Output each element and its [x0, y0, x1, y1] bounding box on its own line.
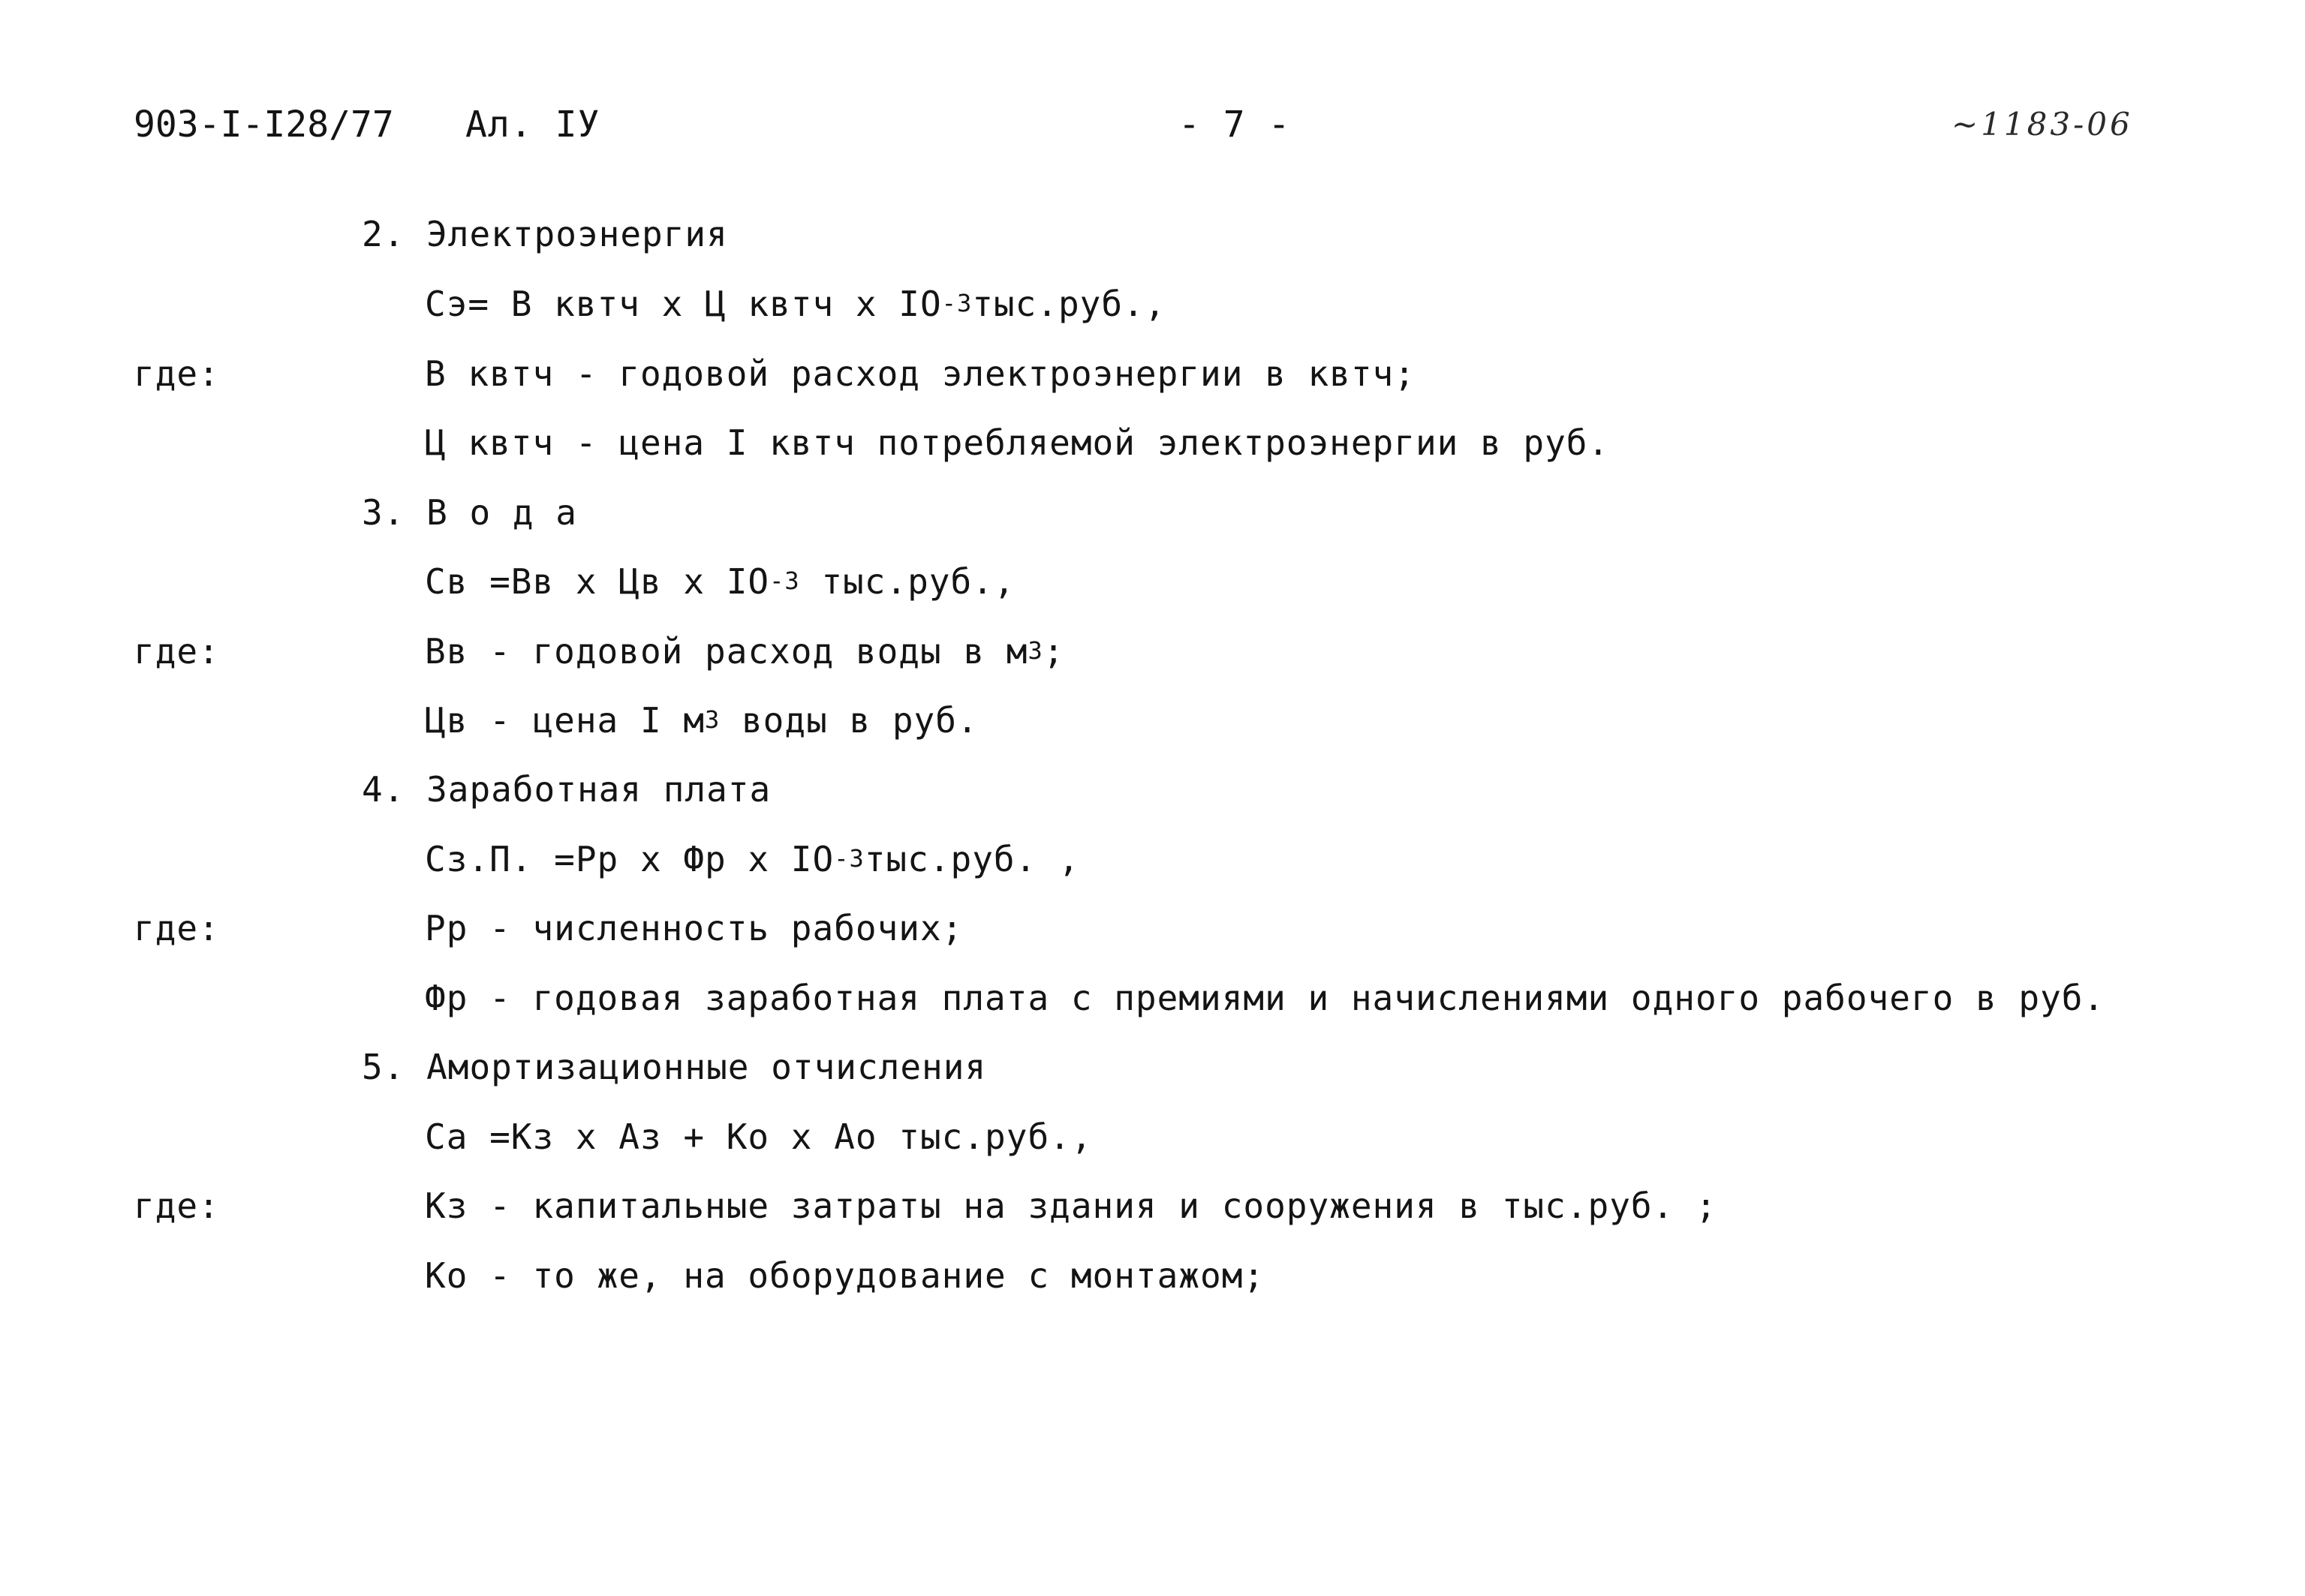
definition-electricity-price: Ц квтч - цена I квтч потребляемой электроэнергии в руб.: [425, 422, 1610, 463]
section-heading-electricity: 2. Электроэнергия: [362, 214, 728, 254]
definition-electricity-consumption: В квтч - годовой расход электроэнергии в квтч;: [425, 353, 1416, 394]
page-number: - 7 -: [1178, 104, 1291, 146]
formula-electricity-main: Сэ= В квтч х Ц квтч х IO: [425, 284, 942, 324]
definition-water-price-text: Цв - цена I м: [425, 700, 706, 741]
formula-depreciation: Са =Кз х Аз + Ко х Ао тыс.руб.,: [425, 1117, 1093, 1157]
definition-buildings-capex: Кз - капитальные затраты на здания и сооружения в тыс.руб. ;: [425, 1186, 1717, 1226]
formula-wages: [425, 837, 1080, 885]
definition-equipment-capex: Ко - то же, на оборудование с монтажом;: [425, 1255, 1265, 1296]
where-label-electricity: где:: [134, 353, 220, 394]
section-heading-depreciation: 5. Амортизационные отчисления: [362, 1047, 987, 1087]
section-heading-wages: 4. Заработная плата: [362, 769, 772, 810]
formula-electricity-unit: тыс.руб.,: [972, 284, 1166, 324]
cubic-exponent: 3: [1028, 636, 1043, 665]
formula-wages-exponent: -3: [834, 844, 865, 873]
formula-wages-unit: тыс.руб. ,: [864, 839, 1080, 879]
document-code: 903-I-I28/77: [134, 104, 394, 146]
where-label-water: где:: [134, 631, 220, 672]
handwritten-inventory-mark: ~1183-06: [1951, 106, 2133, 143]
formula-water: [425, 559, 1016, 608]
section-heading-water: 3. В о д а: [362, 492, 577, 533]
formula-water-main: Св =Вв х Цв х IO: [425, 561, 770, 602]
definition-annual-wage: Фр - годовая заработная плата с премиями и начислениями одного рабочего в руб.: [425, 978, 2105, 1018]
definition-water-price-tail: воды в руб.: [720, 700, 979, 741]
formula-wages-main: Сз.П. =Рр х Фр х IO: [425, 839, 835, 879]
definition-water-consumption-text: Вв - годовой расход воды в м: [425, 631, 1028, 672]
definition-water-price: [425, 698, 979, 747]
definition-workers-count: Рр - численность рабочих;: [425, 908, 964, 948]
cubic-exponent: 3: [705, 705, 721, 734]
where-label-depreciation: где:: [134, 1186, 220, 1226]
formula-electricity-exponent: -3: [941, 289, 973, 317]
formula-water-unit: тыс.руб.,: [799, 561, 1016, 602]
definition-water-consumption: [425, 629, 1064, 678]
formula-electricity: [425, 281, 1166, 330]
formula-water-exponent: -3: [769, 567, 800, 595]
where-label-wages: где:: [134, 908, 220, 948]
album-number: Ал. IУ: [465, 104, 600, 146]
definition-water-consumption-tail: ;: [1043, 631, 1065, 672]
